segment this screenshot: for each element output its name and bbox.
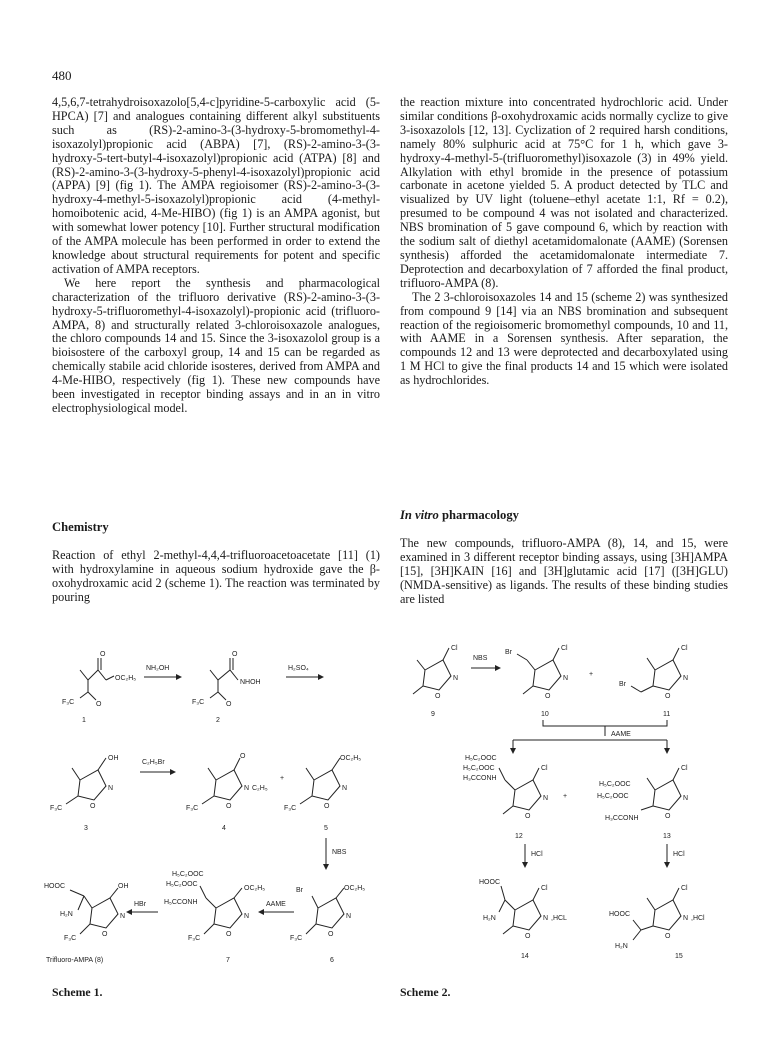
c5-n-label: N	[342, 785, 348, 792]
compound-2-number: 2	[216, 717, 220, 724]
c10-o-label: O	[545, 693, 551, 700]
c8-nh2-label: H₂N	[60, 911, 73, 918]
scheme-1-figure	[40, 640, 370, 980]
c12-acetamido-label: H₃CCONH	[463, 775, 497, 782]
right-paragraph-2: The 2 3-chloroisoxazoles 14 and 15 (scheme 2) was synthesized from compound 9 [14] via an NBS bromination and subsequent reaction of the regioisomeric bromomethyl compounds, 10 and 11, with AAME in a Sorensen synthesis. After separation, the compounds 12 and 13 were deprotected and decarboxylated using 1 M HCl to give the final products 14 and 15 which were isolated as hydrochlorides.	[400, 289, 728, 388]
compound-9-number: 9	[431, 711, 435, 718]
compound-7-number: 7	[226, 957, 230, 964]
compound-10-number: 10	[541, 711, 549, 718]
compound-3-number: 3	[84, 825, 88, 832]
chemistry-heading: Chemistry	[52, 520, 109, 534]
trifluoro-ampa-label: Trifluoro-AMPA (8)	[46, 957, 104, 964]
c5-oet-label: OC₂H₅	[340, 755, 362, 762]
c6-cf3-label: F₃C	[290, 935, 303, 942]
c7-ester2-label: H₅C₂OOC	[166, 881, 198, 888]
c11-o-label: O	[665, 693, 671, 700]
c10-n-label: N	[563, 675, 569, 682]
c9-n-label: N	[453, 675, 459, 682]
c8-oh-label: OH	[118, 883, 129, 890]
c13-n-label: N	[683, 795, 689, 802]
c4-n-label: N	[244, 785, 250, 792]
c2-cf3-label: F₃C	[192, 699, 205, 706]
c8-cf3-label: F₃C	[64, 935, 77, 942]
compound-13-number: 13	[663, 833, 671, 840]
scheme-2-figure	[405, 640, 725, 980]
pharmacology-heading-italic: In vitro	[400, 508, 439, 522]
c8-o-label: O	[102, 931, 108, 938]
c15-n-label: N	[683, 915, 689, 922]
compound-8-structure	[44, 883, 129, 964]
plus-sign-2: +	[589, 671, 594, 678]
c11-br-label: Br	[619, 681, 626, 688]
s2-reagent-nbs: NBS	[473, 655, 488, 662]
c11-n-label: N	[683, 675, 689, 682]
scheme-1-caption: Scheme 1.	[52, 985, 103, 999]
scheme-1-drawing	[40, 640, 370, 980]
c2-o2-label: O	[226, 701, 232, 708]
c11-cl-label: Cl	[681, 645, 688, 652]
compound-6-number: 6	[330, 957, 334, 964]
compound-7-structure	[164, 871, 265, 964]
c13-o-label: O	[665, 813, 671, 820]
c14-nh2-label: H₂N	[483, 915, 496, 922]
reagent-nh2oh: NH₂OH	[146, 665, 170, 672]
c15-cl-label: Cl	[681, 885, 688, 892]
pharmacology-heading	[400, 508, 519, 523]
compound-9-structure	[413, 645, 458, 718]
right-column	[400, 96, 728, 388]
compound-13-structure	[597, 765, 688, 840]
reagent-etbr: C₂H₅Br	[142, 759, 165, 766]
c1-oet-label: OC₂H₅	[115, 675, 137, 682]
c1-o2-label: O	[96, 701, 102, 708]
c7-n-label: N	[244, 913, 250, 920]
intro-paragraph-2: We here report the synthesis and pharmacological characterization of the trifluoro derivative (RS)-2-amino-3-(3-hydroxy-5-trifluoromethyl-4-isoxazolyl)-propionic acid (trifluoro-AMPA, 8) and structurally related 3-chloroisoxazole analogues, the chloro compounds 14 and 15. Since the 3-isoxazolol group is a bioisostere of the carboxyl group, 14 and 15 can be regarded as chemically stabile acid chloride isosteres, derived from AMPA and 4-Me-HIBO, respectively (fig 1). These new compounds have been investigated in receptor binding assays and in an in vitro electrophysiological model.	[52, 275, 380, 415]
chemistry-paragraph: Reaction of ethyl 2-methyl-4,4,4-trifluoroacetoacetate [11] (1) with hydroxylamine in aqueous sodium hydroxide gave the β-oxohydroxamic acid 2 (scheme 1). The reaction was terminated by pouring	[52, 548, 380, 604]
c12-n-label: N	[543, 795, 549, 802]
c13-ester1-label: H₅C₂OOC	[599, 781, 631, 788]
c14-hcl-label: ,HCL	[551, 915, 567, 922]
c4-ring-o-label: O	[226, 803, 232, 810]
compound-11-structure	[619, 645, 688, 718]
c3-cf3-label: F₃C	[50, 805, 63, 812]
c15-nh2-label: H₂N	[615, 943, 628, 950]
compound-15-number: 15	[675, 953, 683, 960]
compound-3-structure	[50, 755, 119, 832]
compound-15-structure	[609, 885, 705, 960]
c15-hcl-label: ,HCl	[691, 915, 705, 922]
pharmacology-paragraph: The new compounds, trifluoro-AMPA (8), 14, and 15, were examined in 3 different receptor binding assays, using [3H]AMPA [15], [3H]KAIN [16] and [3H]glutamic acid [17] ([3H]GLU) (NMDA-sensitive) as ligands. The results of these binding studies are listed	[400, 536, 728, 606]
compound-5-structure	[284, 755, 361, 832]
c12-ester1-label: H₅C₂OOC	[465, 755, 497, 762]
c12-ester2-label: H₅C₂OOC	[463, 765, 495, 772]
c13-ester2-label: H₅C₂OOC	[597, 793, 629, 800]
c6-n-label: N	[346, 913, 352, 920]
c7-oet-label: OC₂H₅	[244, 885, 266, 892]
reagent-nbs: NBS	[332, 849, 347, 856]
left-column	[52, 96, 380, 416]
c7-acetamido-label: H₅CCONH	[164, 899, 198, 906]
compound-6-structure	[290, 885, 365, 964]
c10-cl-label: Cl	[561, 645, 568, 652]
c5-o-label: O	[324, 803, 330, 810]
reagent-h2so4: H₂SO₄	[288, 665, 309, 672]
c14-cl-label: Cl	[541, 885, 548, 892]
page-number: 480	[52, 68, 72, 83]
compound-14-number: 14	[521, 953, 529, 960]
c4-et-label: C₂H₅	[252, 785, 268, 792]
c3-o-label: O	[90, 803, 96, 810]
c5-cf3-label: F₃C	[284, 805, 297, 812]
c13-acetamido-label: H₃CCONH	[605, 815, 639, 822]
compound-12-number: 12	[515, 833, 523, 840]
scheme-2-caption: Scheme 2.	[400, 985, 451, 999]
s2-reagent-aame: AAME	[611, 731, 631, 738]
c8-n-label: N	[120, 913, 126, 920]
plus-sign-3: +	[563, 793, 568, 800]
c1-o-label: O	[100, 651, 106, 658]
c4-cf3-label: F₃C	[186, 805, 199, 812]
c3-oh-label: OH	[108, 755, 119, 762]
compound-1-number: 1	[82, 717, 86, 724]
compound-10-structure	[505, 645, 568, 718]
c15-o-label: O	[665, 933, 671, 940]
c10-br-label: Br	[505, 649, 512, 656]
c12-o-label: O	[525, 813, 531, 820]
c15-cooh-label: HOOC	[609, 911, 630, 918]
c13-cl-label: Cl	[681, 765, 688, 772]
plus-sign-1: +	[280, 775, 285, 782]
c4-o-label: O	[240, 753, 246, 760]
c6-oet-label: OC₂H₅	[344, 885, 366, 892]
c3-n-label: N	[108, 785, 114, 792]
c2-o-label: O	[232, 651, 238, 658]
compound-5-number: 5	[324, 825, 328, 832]
c1-cf3-label: F₃C	[62, 699, 75, 706]
c14-cooh-label: HOOC	[479, 879, 500, 886]
intro-paragraph-1: 4,5,6,7-tetrahydroisoxazolo[5,4-c]pyridine-5-carboxylic acid (5-HPCA) [7] and analogues containing different alkyl substituents such as (RS)-2-amino-3-(3-hydroxy-5-bromomethyl-4-isoxazolyl)propionic acid (ABPA) [7], (RS)-2-amino-3-(3-hydroxy-5-tert-butyl-4-isoxazolyl)propionic acid (ATPA) [8] and (RS)-2-amino-3-(3-hydroxy-5-phenyl-4-isoxazolyl)propionic acid (APPA) [9] (fig 1). The AMPA regioisomer (RS)-2-amino-3-(3-hydroxy-4-methyl-5-isoxazolyl)propionic acid (4-methyl-homoibotenic acid, 4-Me-HIBO) (fig 1) is an AMPA agonist, but with somewhat lower potency [10]. Further structural modification of the AMPA molecule has been performed in order to extend the knowledge about structural requirements for potent and specific activation of AMPA receptors.	[52, 95, 380, 276]
s2-reagent-hcl-1: HCl	[531, 851, 543, 858]
c7-o-label: O	[226, 931, 232, 938]
compound-1-structure	[62, 651, 136, 724]
c2-nhoh-label: NHOH	[240, 679, 261, 686]
compound-12-structure	[463, 755, 548, 840]
reagent-hbr: HBr	[134, 901, 147, 908]
c14-o-label: O	[525, 933, 531, 940]
s2-reagent-hcl-2: HCl	[673, 851, 685, 858]
reagent-aame: AAME	[266, 901, 286, 908]
compound-14-structure	[479, 879, 567, 960]
c7-ester1-label: H₅C₂OOC	[172, 871, 204, 878]
pharmacology-heading-rest: pharmacology	[438, 508, 519, 522]
c9-cl-label: Cl	[451, 645, 458, 652]
compound-4-structure	[186, 753, 268, 832]
compound-11-number: 11	[663, 711, 671, 718]
right-paragraph-1: the reaction mixture into concentrated hydrochloric acid. Under similar conditions β-oxohydroxamic acids normally cyclize to give 3-isoxazolols [12, 13]. Cyclization of 2 required harsh conditions, namely 80% sulphuric acid at 75°C for 1 h, which gave 3-hydroxy-4-methyl-5-(trifluoromethyl)isoxazole (3) in 49% yield. Alkylation with ethyl bromide in the presence of potassium carbonate in acetone yielded 5. A product detected by TLC and visualized by UV light (toluene–ethyl acetate 1:1, Rf = 0.2), presumed to be compound 4 was not isolated and characterized. NBS bromination of 5 gave compound 6, which by reaction with the sodium salt of diethyl acetamidomalonate (AAME) (Sorensen synthesis) afforded the acetamidomalonate intermediate 7. Deprotection and decarboxylation of 7 afforded the final product, trifluoro-AMPA (8).	[400, 95, 728, 290]
c7-cf3-label: F₃C	[188, 935, 201, 942]
c6-o-label: O	[328, 931, 334, 938]
compound-2-structure	[192, 651, 261, 724]
c8-cooh-label: HOOC	[44, 883, 65, 890]
c14-n-label: N	[543, 915, 549, 922]
compound-4-number: 4	[222, 825, 226, 832]
c9-o-label: O	[435, 693, 441, 700]
c12-cl-label: Cl	[541, 765, 548, 772]
c6-br-label: Br	[296, 887, 303, 894]
scheme-2-drawing	[405, 640, 725, 980]
